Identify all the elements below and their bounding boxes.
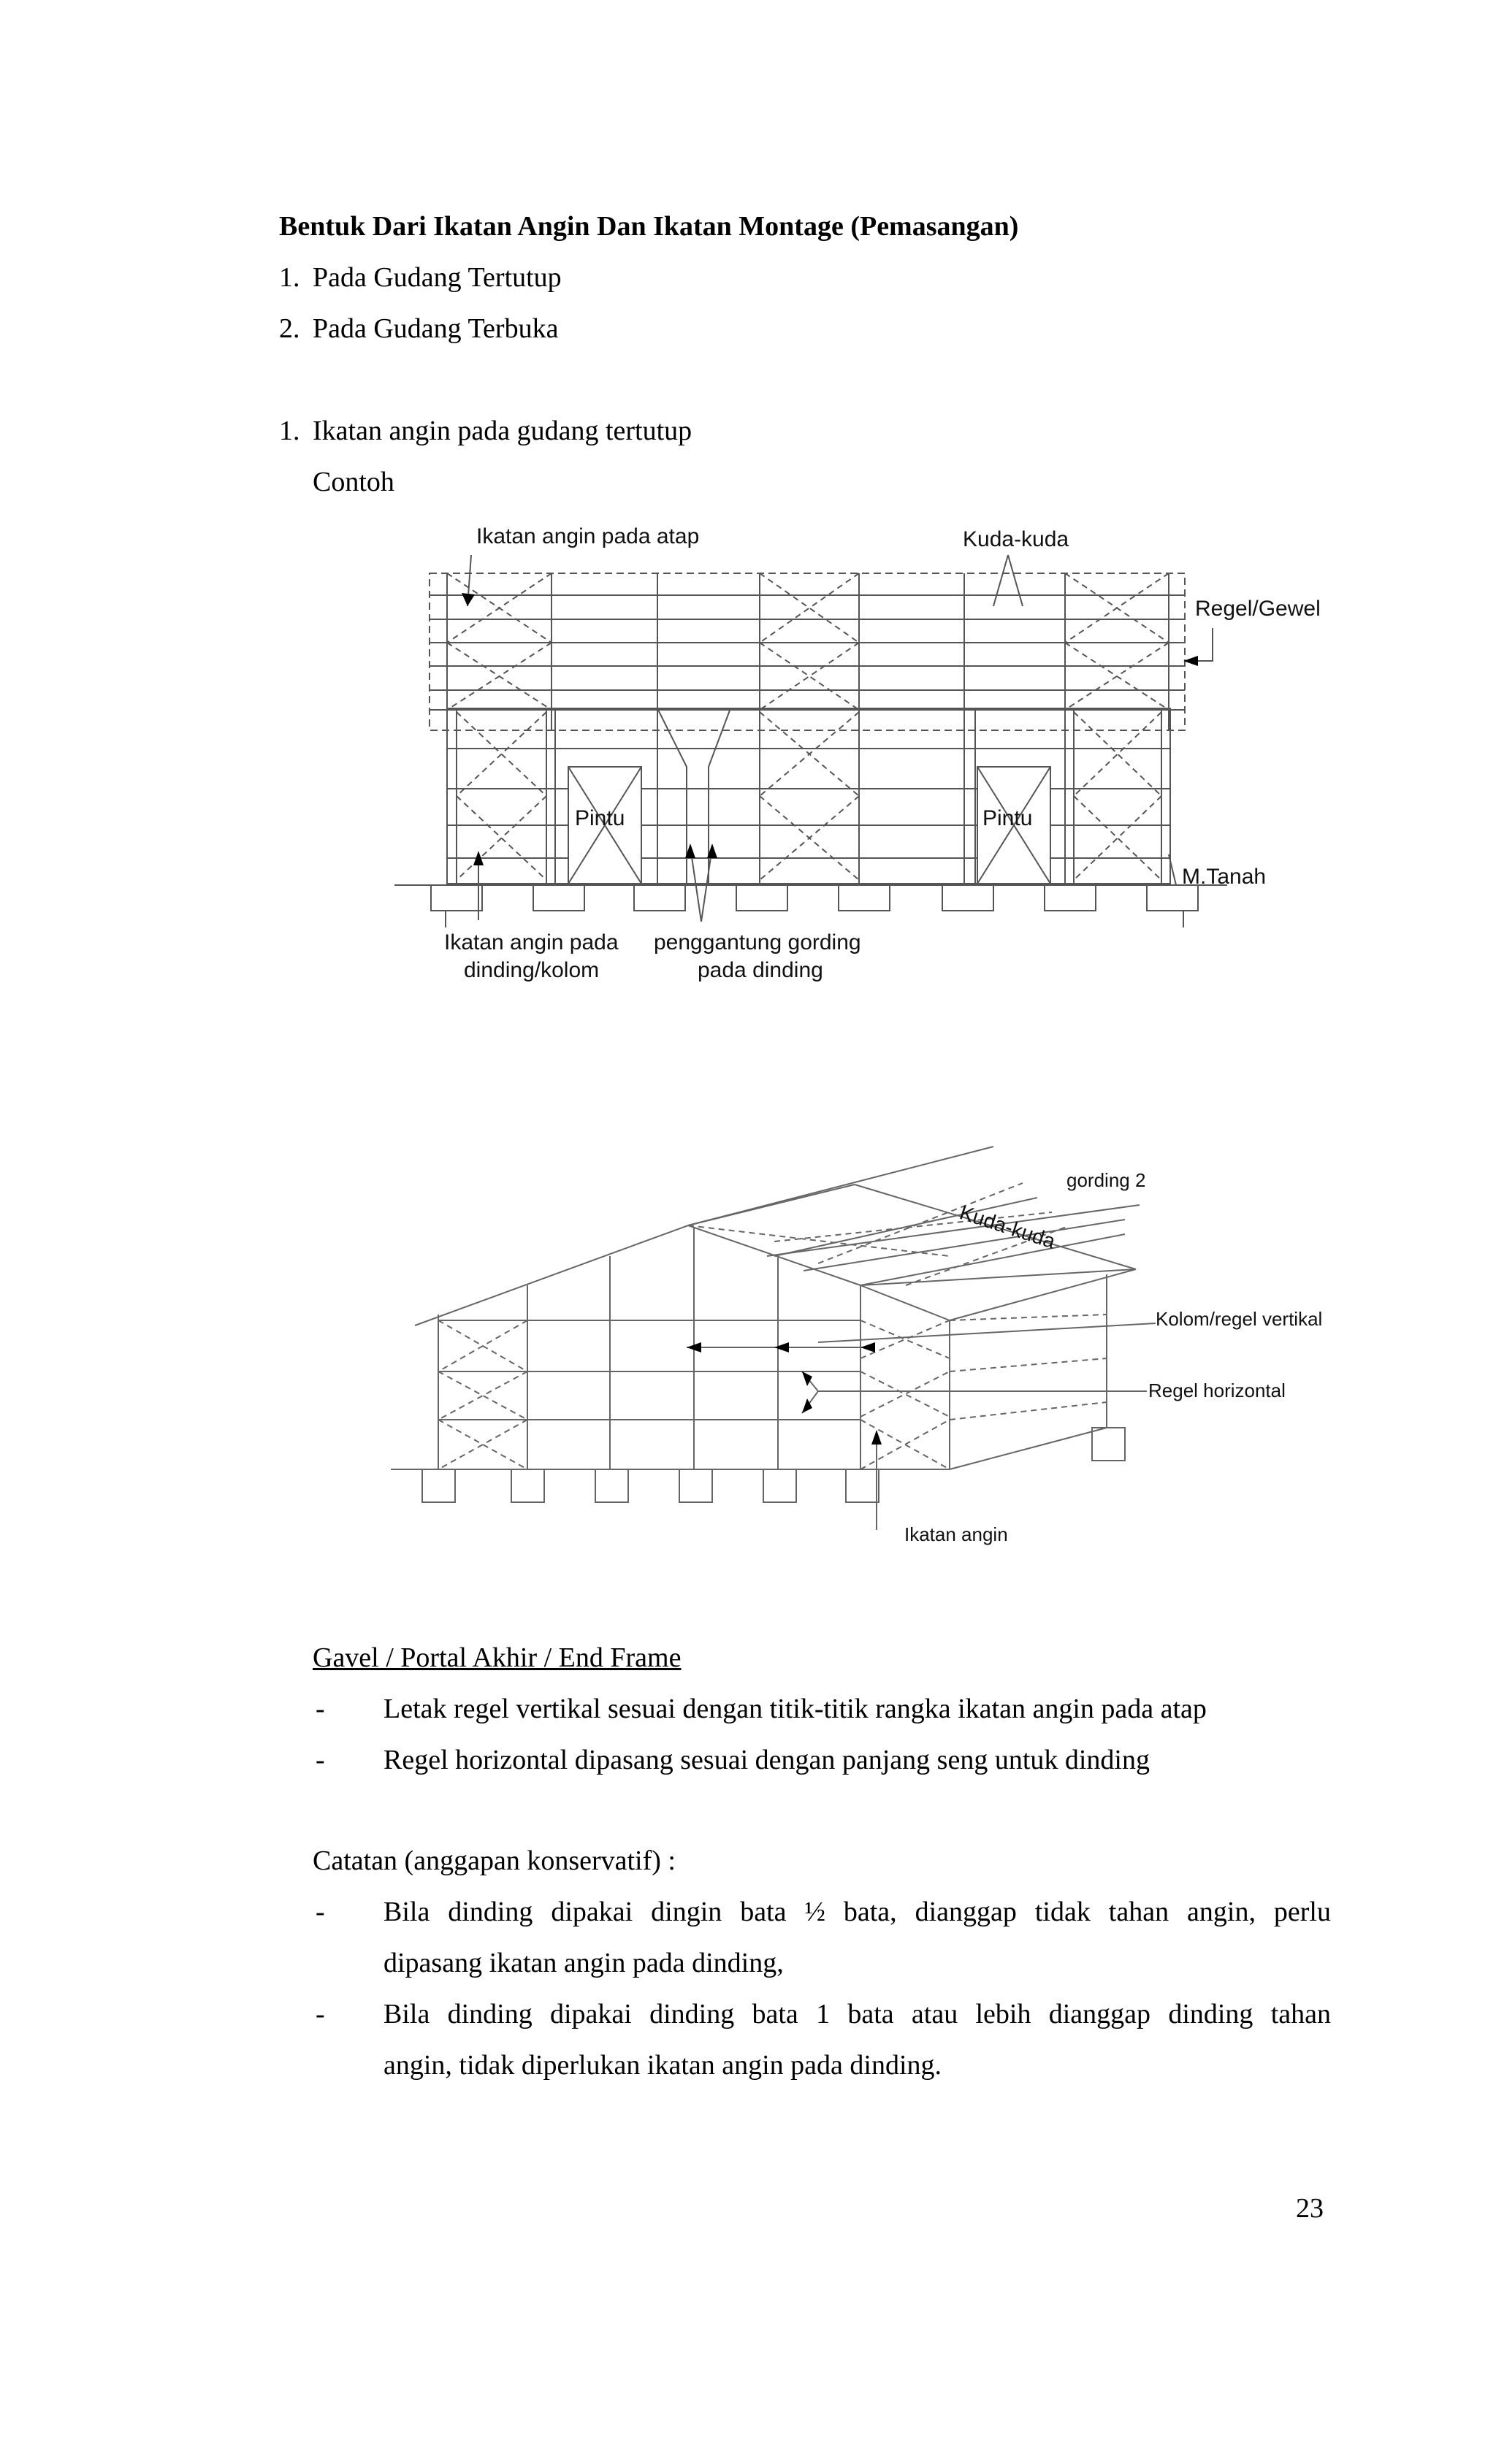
gavel-title: Gavel / Portal Akhir / End Frame — [313, 1642, 682, 1673]
dash: - — [316, 1694, 325, 1724]
fig2-label-girt: Regel horizontal — [1148, 1380, 1286, 1401]
fig1-label-wall-bracing-2: dinding/kolom — [464, 958, 600, 982]
fig2-label-truss: Kuda-kuda — [957, 1201, 1058, 1253]
fig1-label-roof-bracing: Ikatan angin pada atap — [476, 524, 700, 548]
note-1-line-1: Bila dinding dipakai dingin bata ½ bata, dianggap tidak tahan angin, perlu — [383, 1897, 1331, 1927]
fig2-label-purlin: gording 2 — [1066, 1169, 1146, 1191]
dash: - — [316, 1999, 325, 2029]
fig1-label-hanger-2: pada dinding — [698, 958, 823, 982]
toc-num-2: 2. — [279, 313, 300, 344]
section-sub: Contoh — [313, 467, 394, 497]
note-2-line-1: Bila dinding dipakai dinding bata 1 bata atau lebih dianggap dinding tahan — [383, 1999, 1331, 2029]
fig1-label-ground: M.Tanah — [1182, 865, 1267, 889]
fig1-label-truss: Kuda-kuda — [963, 527, 1069, 551]
note-1-line-2: dipasang ikatan angin pada dinding, — [383, 1948, 784, 1978]
gavel-item-2: Regel horizontal dipasang sesuai dengan panjang seng untuk dinding — [383, 1745, 1150, 1775]
heading: Bentuk Dari Ikatan Angin Dan Ikatan Montage (Pemasangan) — [279, 211, 1019, 242]
section-title: Ikatan angin pada gudang tertutup — [313, 416, 692, 446]
gavel-item-1: Letak regel vertikal sesuai dengan titik-titik rangka ikatan angin pada atap — [383, 1694, 1207, 1724]
fig1-label-door-right: Pintu — [982, 806, 1033, 830]
toc-item-2: Pada Gudang Terbuka — [313, 313, 559, 344]
fig1-label-girt: Regel/Gewel — [1195, 597, 1321, 621]
toc-item-1: Pada Gudang Tertutup — [313, 262, 562, 293]
dash: - — [316, 1745, 325, 1775]
fig2-label-column: Kolom/regel vertikal — [1156, 1308, 1323, 1330]
fig1-label-door-left: Pintu — [575, 806, 625, 830]
fig1-label-wall-bracing-1: Ikatan angin pada — [444, 930, 619, 954]
note-2-line-2: angin, tidak diperlukan ikatan angin pada dinding. — [383, 2050, 942, 2081]
fig1-label-hanger-1: penggantung gording — [654, 930, 861, 954]
toc-num-1: 1. — [279, 262, 300, 293]
fig2-label-bracing: Ikatan angin — [904, 1523, 1008, 1545]
page-number: 23 — [1296, 2193, 1324, 2224]
dash: - — [316, 1897, 325, 1927]
notes-title: Catatan (anggapan konservatif) : — [313, 1845, 676, 1876]
section-number: 1. — [279, 416, 300, 446]
